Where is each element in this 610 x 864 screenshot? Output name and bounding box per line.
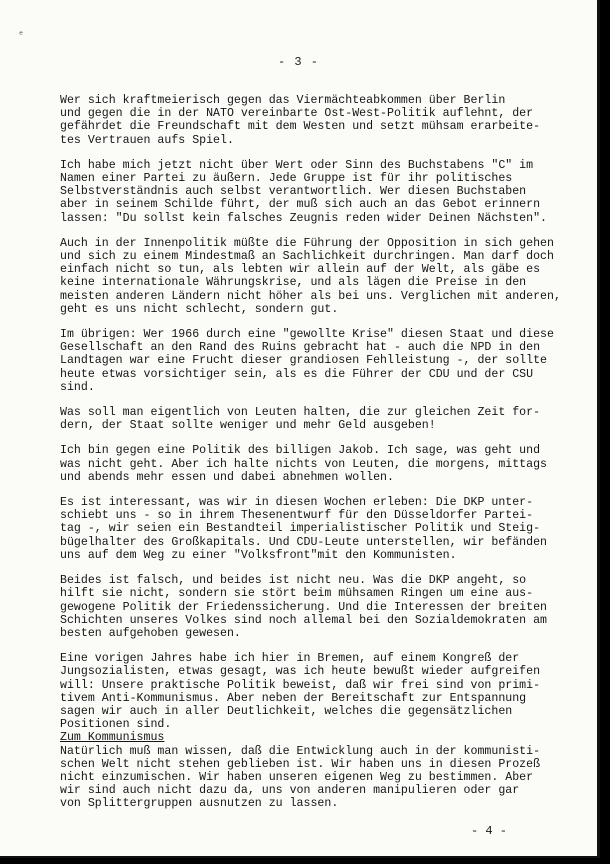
page-number: - 3 - bbox=[277, 55, 319, 69]
body-text bbox=[60, 94, 580, 823]
paragraph-8: Beides ist falsch, und beides ist nicht neu. Was die DKP angeht, so hilft sie nicht, sondern sie stört beim mühsamen Ringen um eine aus- gewogene Politik der Friedenssicherung. Und die Interessen der breiten Schichten unseres Volkes sind noch allemal bei den Sozialdemokraten am besten aufgehoben gewesen. bbox=[60, 574, 548, 640]
paragraph-9: Eine vorigen Jahres habe ich hier in Bremen, auf einem Kongreß der Jungsozialisten, etwas gesagt, was ich heute bewußt wieder aufgreifen will: Unsere praktische Politik beweist, daß wir frei sind von primi- tivem Anti-Kommunismus. Aber neben der Bereitschaft zur Entspannung sagen wir auch in aller Deutlichkeit, welches die gegensätzlichen Positionen sind. bbox=[60, 652, 541, 732]
paragraph-1: Wer sich kraftmeierisch gegen das Viermächteabkommen über Berlin und gegen die in der NATO vereinbarte Ost-West-Politik auflehnt, der gefährdet die Freundschaft mit dem Westen und setzt mühsam erarbeite- tes Vertrauen aufs Spiel. bbox=[60, 94, 541, 147]
paragraph-7: Es ist interessant, was wir in diesen Wochen erleben: Die DKP unter- schiebt uns - so in ihrem Thesenentwurf für den Düsseldorfer Partei- tag -, wir seien ein Bestandteil imperialistischer Politik und Steig- bügelhalter des Großkapitals. Und CDU-Leute unterstellen, wir befänden uns auf dem Weg zu einer "Volksfront"mit den Kommunisten. bbox=[60, 496, 548, 562]
section-heading: Zum Kommunismus bbox=[60, 731, 165, 745]
scan-speck: ᵉ bbox=[18, 30, 25, 41]
scan-edge-right bbox=[600, 0, 610, 864]
paragraph-10: Natürlich muß man wissen, daß die Entwicklung auch in der kommunisti- schen Welt nicht stehen geblieben ist. Wir haben uns in diesen Prozeß nicht einzumischen. Wir haben unseren eigenen Weg zu bestimmen. Aber wir sind auch nicht dazu da, uns von anderen manipulieren oder gar von Splittergruppen ausnutzen zu lassen. bbox=[60, 744, 541, 811]
paragraph-6: Ich bin gegen eine Politik des billigen Jakob. Ich sage, was geht und was nicht geht. Aber ich halte nichts von Leuten, die morgens, mittags und abends mehr essen und dabei abnehmen wollen. bbox=[60, 444, 548, 484]
paragraph-2: Ich habe mich jetzt nicht über Wert oder Sinn des Buchstabens "C" im Namen einer Partei zu äußern. Jede Gruppe ist für ihr politisches Selbstverständnis auch selbst verantwortlich. Wer diesen Buchstaben aber in seinem Schilde führt, der muß sich auch an das Gebot erinnern lassen: "Du sollst kein falsches Zeugnis reden wider Deinen Nächsten". bbox=[60, 158, 548, 225]
paragraph-4: Im übrigen: Wer 1966 durch eine "gewollte Krise" diesen Staat und diese Gesellschaft an den Rand des Ruins gebracht hat - auch die NPD in den Landtagen war eine Frucht dieser grandiosen Fehlleistung -, der sollte heute etwas vorsichtiger sein, als es die Führer der CDU und der CSU sind. bbox=[60, 328, 554, 394]
scan-edge-bottom bbox=[0, 858, 610, 864]
paragraph-5: Was soll man eigentlich von Leuten halten, die zur gleichen Zeit for- dern, der Staat sollte weniger und mehr Geld ausgeben! bbox=[60, 406, 541, 433]
continuation-marker: - 4 - bbox=[470, 824, 507, 838]
paragraph-3: Auch in der Innenpolitik müßte die Führung der Opposition in sich gehen und sich zu einem Mindestmaß an Sachlichkeit durchringen. Man darf doch einfach nicht so tun, als lebten wir allein auf der Welt, als gäbe es keine internationale Währungskrise, und als lägen die Preise in den meisten anderen Ländern nicht höher als bei uns. Verglichen mit anderen, geht es uns nicht schlecht, sondern gut. bbox=[60, 236, 561, 316]
